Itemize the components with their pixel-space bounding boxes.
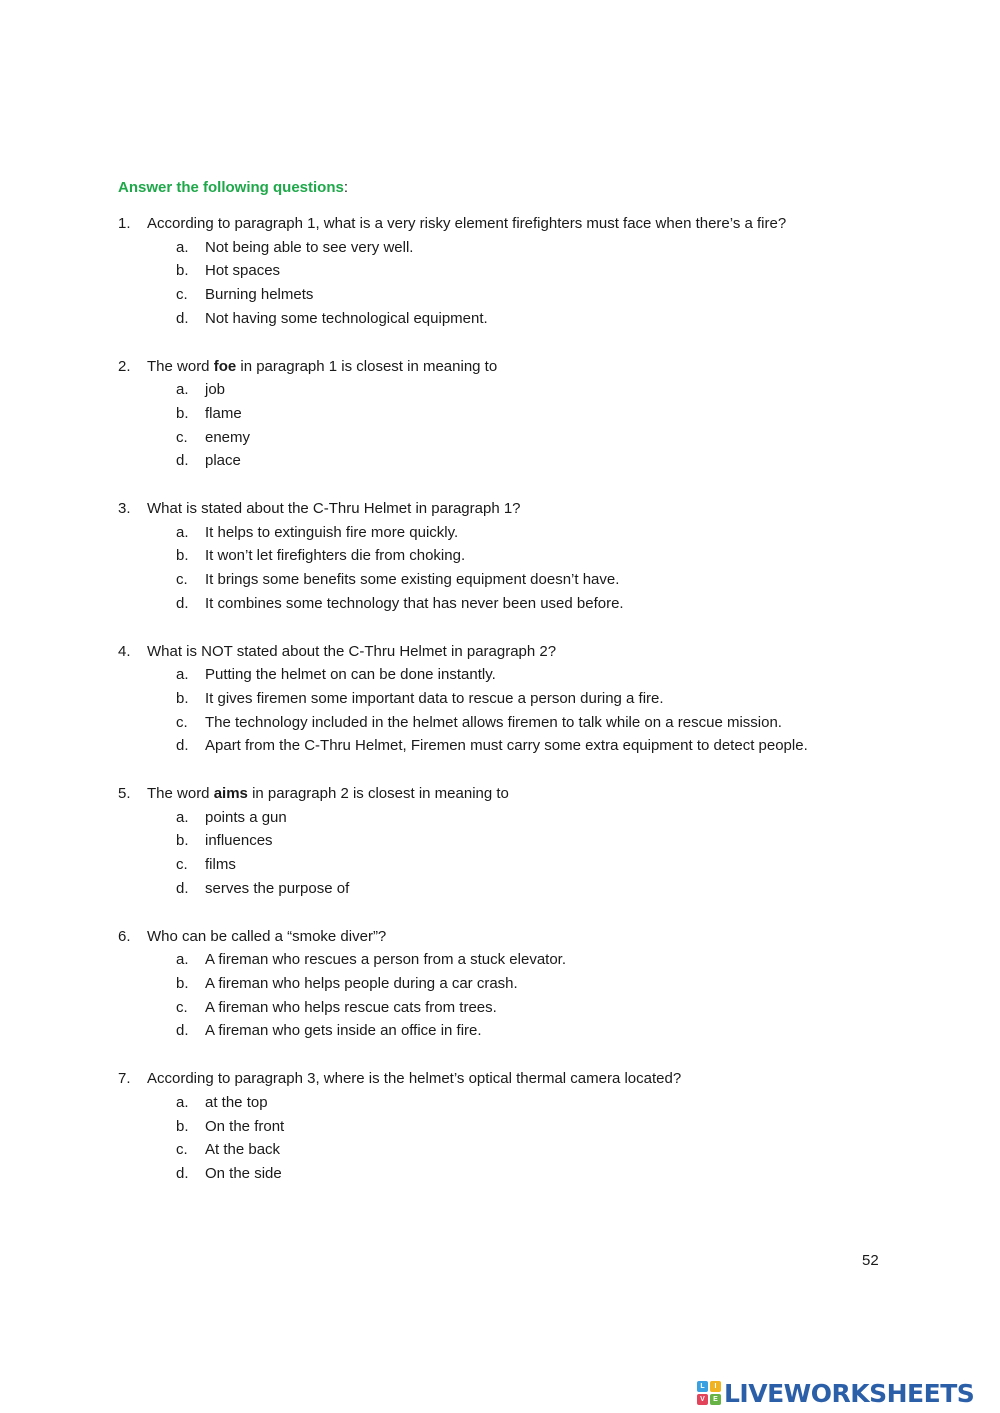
option-6c[interactable] [118,996,918,1020]
question-2 [118,355,918,474]
option-text: at the top [205,1093,268,1111]
option-letter: a. [176,951,189,969]
logo-letter: L [697,1381,708,1392]
option-letter: b. [176,262,189,280]
brand-name: LIVEWORKSHEETS [724,1378,975,1408]
option-6d[interactable] [118,1019,918,1043]
option-letter: b. [176,974,189,992]
logo-letter: V [697,1394,708,1405]
question-3 [118,497,918,616]
option-letter: c. [176,286,188,304]
option-5d[interactable] [118,877,918,901]
question-number: 6. [118,927,131,945]
option-text: Burning helmets [205,286,314,304]
option-list [118,236,918,331]
question-6 [118,925,918,1044]
question-text-after: in paragraph 2 is closest in meaning to [247,785,509,803]
heading-text: Answer the following questions [118,179,344,196]
option-3c[interactable] [118,568,918,592]
option-text: A fireman who helps people during a car crash. [205,974,518,992]
option-1b[interactable] [118,259,918,283]
option-letter: d. [176,452,189,470]
question-keyword: foe [213,357,237,375]
option-text: A fireman who gets inside an office in fire. [205,1022,482,1040]
question-text-before: The word [147,785,214,803]
question-4 [118,640,918,759]
option-letter: d. [176,737,189,755]
question-number: 1. [118,215,131,232]
option-1a[interactable] [118,236,918,260]
option-7c[interactable] [118,1138,918,1162]
option-list [118,521,918,616]
question-text [118,355,918,379]
option-list [118,948,918,1043]
option-text: The technology included in the helmet allows firemen to talk while on a rescue mission. [205,713,782,731]
option-letter: c. [176,713,188,731]
option-text: Hot spaces [205,262,281,280]
option-letter: a. [176,1093,189,1111]
option-7d[interactable] [118,1162,918,1186]
option-list [118,1091,918,1186]
option-3d[interactable] [118,592,918,616]
option-2b[interactable] [118,402,918,426]
option-text: influences [205,832,273,850]
option-text: On the front [205,1117,285,1135]
option-text: It combines some technology that has never been used before. [205,594,624,612]
option-letter: a. [176,238,189,256]
option-6b[interactable] [118,972,918,996]
option-text: Putting the helmet on can be done instantly. [205,666,496,684]
logo-letter: I [710,1381,721,1392]
option-letter: d. [176,594,189,612]
option-letter: a. [176,523,189,541]
question-text: What is NOT stated about the C-Thru Helmet in paragraph 2? [147,642,557,660]
option-6a[interactable] [118,948,918,972]
option-list [118,378,918,473]
option-text: It won’t let firefighters die from choking. [205,547,466,565]
option-text: films [205,856,236,874]
option-5a[interactable] [118,806,918,830]
heading-colon: : [343,179,349,196]
option-text: A fireman who helps rescue cats from trees. [205,998,497,1016]
option-letter: d. [176,1022,189,1040]
option-text: It brings some benefits some existing equipment doesn’t have. [205,571,620,589]
option-letter: c. [176,998,188,1016]
option-letter: a. [176,666,189,684]
option-5c[interactable] [118,853,918,877]
question-text: Who can be called a “smoke diver”? [147,927,387,945]
option-letter: c. [176,428,188,446]
question-list [118,212,918,1210]
option-7a[interactable] [118,1091,918,1115]
option-2a[interactable] [118,378,918,402]
question-text: What is stated about the C-Thru Helmet in paragraph 1? [147,500,521,518]
option-letter: c. [176,856,188,874]
option-letter: b. [176,689,189,707]
question-number: 7. [118,1070,131,1088]
option-text: It helps to extinguish fire more quickly. [205,523,459,541]
option-letter: a. [176,381,189,399]
question-keyword: aims [213,785,248,803]
option-4a[interactable] [118,663,918,687]
option-text: Not being able to see very well. [205,238,414,256]
option-5b[interactable] [118,829,918,853]
logo-letter: E [710,1394,721,1405]
option-letter: d. [176,1164,189,1182]
brand-logo-icon [697,1381,721,1405]
option-text: Apart from the C-Thru Helmet, Firemen must carry some extra equipment to detect people. [205,737,808,755]
option-letter: b. [176,1117,189,1135]
option-4b[interactable] [118,687,918,711]
option-letter: b. [176,832,189,850]
question-text-before: The word [147,357,214,375]
question-text-after: in paragraph 1 is closest in meaning to [236,357,498,375]
option-letter: c. [176,571,188,589]
option-text: A fireman who rescues a person from a stuck elevator. [205,951,567,969]
option-text: serves the purpose of [205,879,350,897]
option-letter: b. [176,404,189,422]
option-3a[interactable] [118,521,918,545]
option-2d[interactable] [118,449,918,473]
question-number: 5. [118,785,131,803]
question-number: 2. [118,357,131,375]
option-text: On the side [205,1164,282,1182]
option-4d[interactable] [118,734,918,758]
option-text: enemy [205,428,251,446]
option-letter: d. [176,309,189,327]
question-text: According to paragraph 1, what is a very risky element firefighters must face when there’s a fire? [147,215,787,232]
option-1d[interactable] [118,307,918,331]
option-1c[interactable] [118,283,918,307]
question-text [118,782,918,806]
option-letter: b. [176,547,189,565]
question-number: 4. [118,642,131,660]
option-4c[interactable] [118,711,918,735]
option-3b[interactable] [118,544,918,568]
question-text: According to paragraph 3, where is the helmet’s optical thermal camera located? [147,1070,682,1088]
question-5 [118,782,918,901]
option-letter: c. [176,1141,188,1159]
page-number: 52 [862,1252,879,1269]
question-number: 3. [118,500,131,518]
option-text: It gives firemen some important data to rescue a person during a fire. [205,689,664,707]
instructions-heading [118,177,348,199]
option-text: Not having some technological equipment. [205,309,488,327]
option-text: points a gun [205,808,287,826]
option-letter: a. [176,808,189,826]
option-text: place [205,452,241,470]
liveworksheets-logo[interactable] [697,1378,974,1408]
option-7b[interactable] [118,1115,918,1139]
question-1 [118,212,918,331]
option-letter: d. [176,879,189,897]
option-list [118,806,918,901]
option-text: At the back [205,1141,281,1159]
option-2c[interactable] [118,426,918,450]
option-text: flame [205,404,242,422]
option-text: job [205,381,226,399]
option-list [118,663,918,758]
question-7 [118,1067,918,1186]
